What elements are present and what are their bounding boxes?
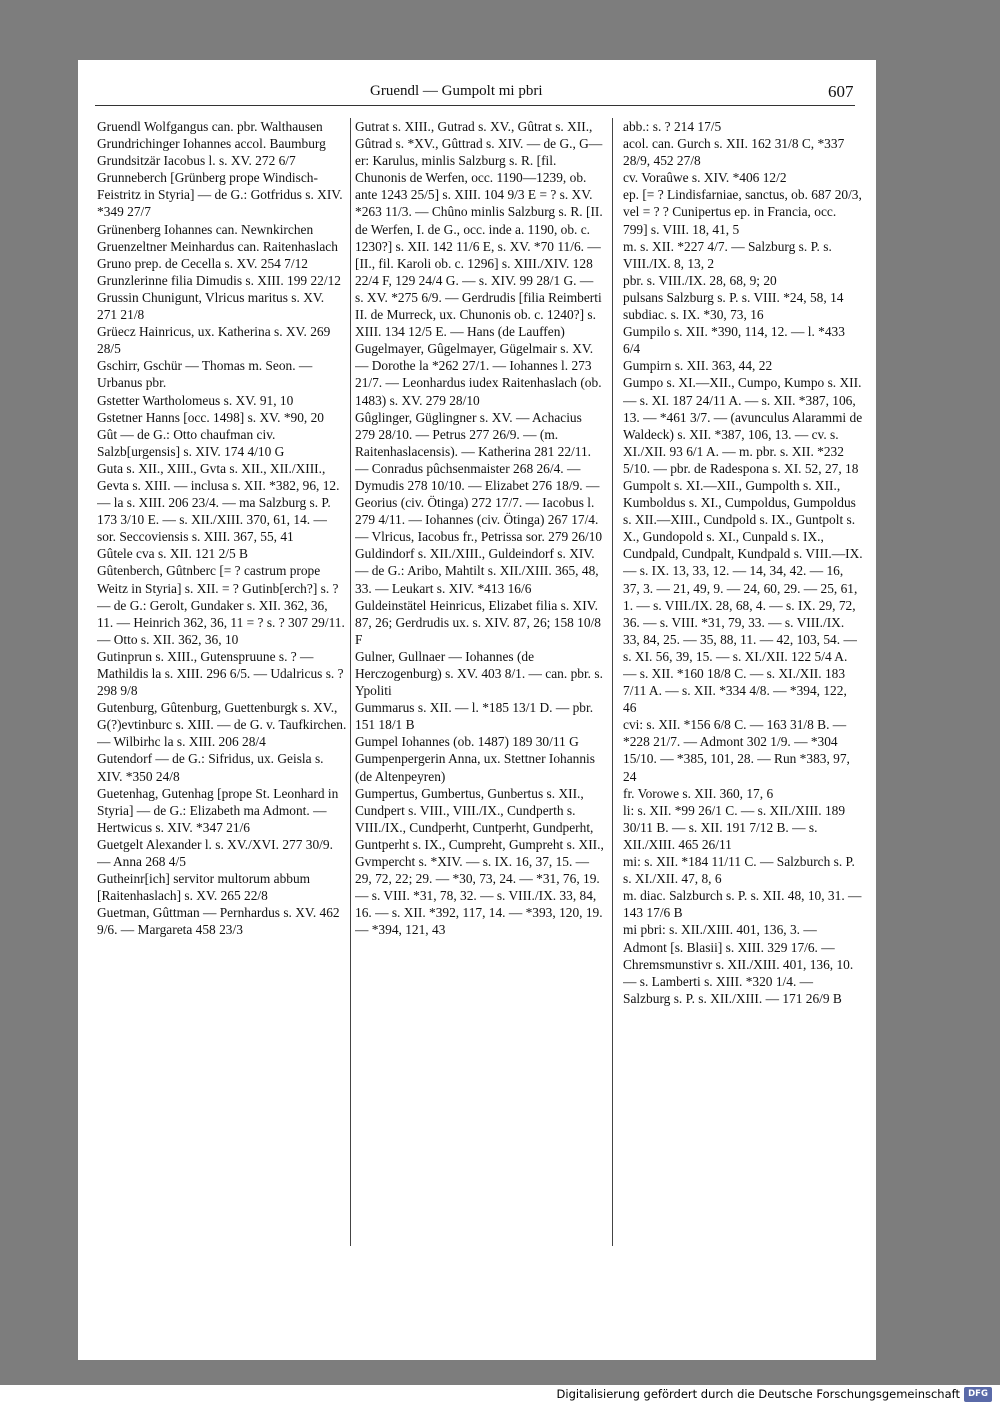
header-rule <box>95 105 855 106</box>
footer-bar <box>0 1385 1000 1405</box>
text-column-right: abb.: s. ? 214 17/5 acol. can. Gurch s. XII. 162 31/8 C, *337 28/9, 452 27/8 cv. Voraûwe s. XIV. *406 12/2 ep. [= ? Lindisfarniae, sanctus, ob. 687 20/3, vel = ? ? Cunipertus ep. in Francia, occ. 799] s. VIII. 18, 41, 5 m. s. XII. *227 4/7. — Salzburg s. P. s. VIII./IX. 8, 13, 2 pbr. s. VIII./IX. 28, 68, 9; 20 pulsans Salzburg s. P. s. VIII. *24, 58, 14 subdiac. s. IX. *30, 73, 16 Gumpilo s. XII. *390, 114, 12. — l. *433 6/4 Gumpirn s. XII. 363, 44, 22 Gumpo s. XI.—XII., Cumpo, Kumpo s. XII. — s. XI. 187 24/11 A. — s. XII. *387, 106, 13. — *461 3/7. — (avunculus Alarammi de Waldeck) s. XII. *387, 106, 13. — cv. s. XI./XII. 93 6/1 A. — m. pbr. s. XII. *232 5/10. — pbr. de Radespona s. XI. 52, 27, 18 Gumpolt s. XI.—XII., Gumpolth s. XII., Kumboldus s. XI., Cumpoldus, Gumpoldus s. XII.—XIII., Cundpold s. IX., Guntpolt s. X., Gundopold s. XI., Cunpald s. IX., Cundpald, Cundpalt, Kundpald s. VIII.—IX. — s. IX. 13, 33, 12. — 14, 34, 42. — 16, 37, 3. — 21, 49, 9. — 24, 60, 29. — 25, 61, 1. — s. VIII./IX. 28, 68, 4. — s. IX. 29, 72, 36. — s. VIII. *31, 79, 33. — s. VIII./IX. 33, 84, 25. — 35, 88, 11. — 42, 103, 54. — s. XI. 56, 39, 15. — s. XI./XII. 122 5/4 A. — s. XII. *160 18/8 C. — s. XI./XII. 183 7/11 A. — s. XII. *334 4/8. — *394, 122, 46 cvi: s. XII. *156 6/8 C. — 163 31/8 B. — *228 21/7. — Admont 302 1/9. — *304 15/10. — *385, 101, 28. — Run *383, 97, 24 fr. Vorowe s. XII. 360, 17, 6 li: s. XII. *99 26/1 C. — s. XII./XIII. 189 30/11 B. — s. XII. 191 7/12 B. — s. XII./XIII. 465 26/11 mi: s. XII. *184 11/11 C. — Salzburch s. P. s. XI./XII. 47, 8, 6 m. diac. Salzburch s. P. s. XII. 48, 10, 31. — 143 17/6 B mi pbri: s. XII./XIII. 401, 136, 3. — Admont [s. Blasii] s. XIII. 329 17/6. — Chremsmunstivr s. XII./XIII. 401, 136, 10. — s. Lamberti s. XIII. *320 1/4. — Salzburg s. P. s. XII./XIII. — 171 26/9 B <box>623 119 863 1006</box>
funding-notice: Digitalisierung gefördert durch die Deutsche Forschungsgemeinschaft <box>556 1387 960 1401</box>
column-divider <box>350 118 351 1246</box>
page-number: 607 <box>828 82 854 101</box>
dfg-logo-icon[interactable]: DFG <box>964 1387 992 1402</box>
text-column-middle: Gutrat s. XIII., Gutrad s. XV., Gûtrat s. XII., Gûtrad s. *XV., Gûttrad s. XIV. — de G., G—er: Karulus, minlis Salzburg s. R. [fil. Chunonis de Werfen, occ. 1190—1239, ob. ante 1243 25/5] s. XIII. 104 9/3 E = ? s. XV. *263 11/3. — Chûno minlis Salzburg s. R. [II. de Werfen, I. de G., occ. inde a. 1190, ob. c. 1230?] s. XII. 142 11/6 E, s. XV. *70 11/6. — [II., fil. Karoli ob. c. 1296] s. XIII./XIV. 128 22/4 F, 129 24/4 G. — s. XIV. 99 28/1 G. — s. XV. *275 6/9. — Gerdrudis [filia Reimberti II. de Murreck, ux. Chunonis ob. c. 1240?] s. XIII. 134 12/5 E. — Hans (de Lauffen) Gugelmayer, Gûgelmayer, Gügelmair s. XV. — Dorothe la *262 27/1. — Iohannes l. 273 21/7. — Leonhardus iudex Raitenhaslach (ob. 1483) s. XV. 279 28/10 Gûglinger, Güglingner s. XV. — Achacius 279 28/10. — Petrus 277 26/9. — (m. Raitenhaslacensis). — Katherina 281 22/11. — Conradus pûchsenmaister 268 26/4. — Dymudis 278 10/10. — Elizabet 276 18/9. — Georius (civ. Ötinga) 272 17/7. — Iacobus l. 279 4/11. — Iohannes (civ. Ötinga) 267 17/4. — Vlricus, Iacobus fr., Petrissa sor. 279 26/10 Guldindorf s. XII./XIII., Guldeindorf s. XIV. — de G.: Aribo, Mahtilt s. XII./XIII. 365, 48, 33. — Leukart s. XIV. *413 16/6 Guldeinstätel Heinricus, Elizabet filia s. XIV. 87, 26; Gerdrudis ux. s. XIV. 87, 26; 158 10/8 F Gulner, Gullnaer — Iohannes (de Herczogenburg) s. XV. 403 8/1. — can. pbr. s. Ypoliti Gummarus s. XII. — l. *185 13/1 D. — pbr. 151 18/1 B Gumpel Iohannes (ob. 1487) 189 30/11 G Gumpenpergerin Anna, ux. Stettner Iohannis (de Altenpeyren) Gumpertus, Gumbertus, Gunbertus s. XII., Cundpert s. VIII., VIII./IX., Cundperth s. VIII./IX., Cundperht, Cuntperht, Gundperht, Guntperht s. IX., Cumpreht, Gumpreht s. XII., Gvmpercht s. *XIV. — s. IX. 16, 37, 15. — 29, 72, 22; 29. — *30, 73, 24. — *31, 76, 19. — s. VIII. *31, 78, 32. — s. VIII./IX. 33, 84, 16. — s. XII. *392, 117, 14. — *393, 120, 19. — *394, 121, 43 <box>355 119 604 938</box>
column-divider <box>612 118 613 1246</box>
text-column-left: Gruendl Wolfgangus can. pbr. Walthausen Grundrichinger Iohannes accol. Baumburg Grundsitzär Iacobus l. s. XV. 272 6/7 Grunneberch [Grünberg prope Windisch-Feistritz in Styria] — de G.: Gotfridus s. XIV. *349 27/7 Grünenberg Iohannes can. Newnkirchen Gruenzeltner Meinhardus can. Raitenhaslach Gruno prep. de Cecella s. XV. 254 7/12 Grunzlerinne filia Dimudis s. XIII. 199 22/12 Grussin Chunigunt, Vlricus maritus s. XV. 271 21/8 Grüecz Hainricus, ux. Katherina s. XV. 269 28/5 Gschirr, Gschür — Thomas m. Seon. — Urbanus pbr. Gstetter Wartholomeus s. XV. 91, 10 Gstetner Hanns [occ. 1498] s. XV. *90, 20 Gût — de G.: Otto chaufman civ. Salzb[urgensis] s. XIV. 174 4/10 G Guta s. XII., XIII., Gvta s. XII., XII./XIII., Gevta s. XIII. — inclusa s. XII. *382, 96, 12. — la s. XIII. 206 23/4. — ma Salzburg s. P. 173 3/10 E. — s. XII./XIII. 370, 61, 14. — sor. Seccoviensis s. XIII. 367, 55, 41 Gûtele cva s. XII. 121 2/5 B Gûtenberch, Gûtnberc [= ? castrum prope Weitz in Styria] s. XII. = ? Gutinb[erch?] s. ? — de G.: Gerolt, Gundaker s. XII. 362, 36, 11. — Heinrich 362, 36, 11 = ? s. ? 307 29/11. — Otto s. XII. 362, 36, 10 Gutinprun s. XIII., Gutenspruune s. ? — Mathildis la s. XIII. 296 6/5. — Udalricus s. ? 298 9/8 Gutenburg, Gûtenburg, Guettenburgk s. XV., G(?)evtinburc s. XIII. — de G. v. Taufkirchen. — Wilbirhc la s. XIII. 206 28/4 Gutendorf — de G.: Sifridus, ux. Geisla s. XIV. *350 24/8 Guetenhag, Gutenhag [prope St. Leonhard in Styria] — de G.: Elizabeth ma Admont. — Hertwicus s. XIV. *347 21/6 Guetgelt Alexander l. s. XV./XVI. 277 30/9. — Anna 268 4/5 Gutheinr[ich] servitor multorum abbum [Raitenhaslach] s. XV. 265 22/8 Guetman, Gûttman — Pernhardus s. XV. 462 9/6. — Margareta 458 23/3 <box>97 119 347 938</box>
running-head: Gruendl — Gumpolt mi pbri <box>370 83 543 99</box>
